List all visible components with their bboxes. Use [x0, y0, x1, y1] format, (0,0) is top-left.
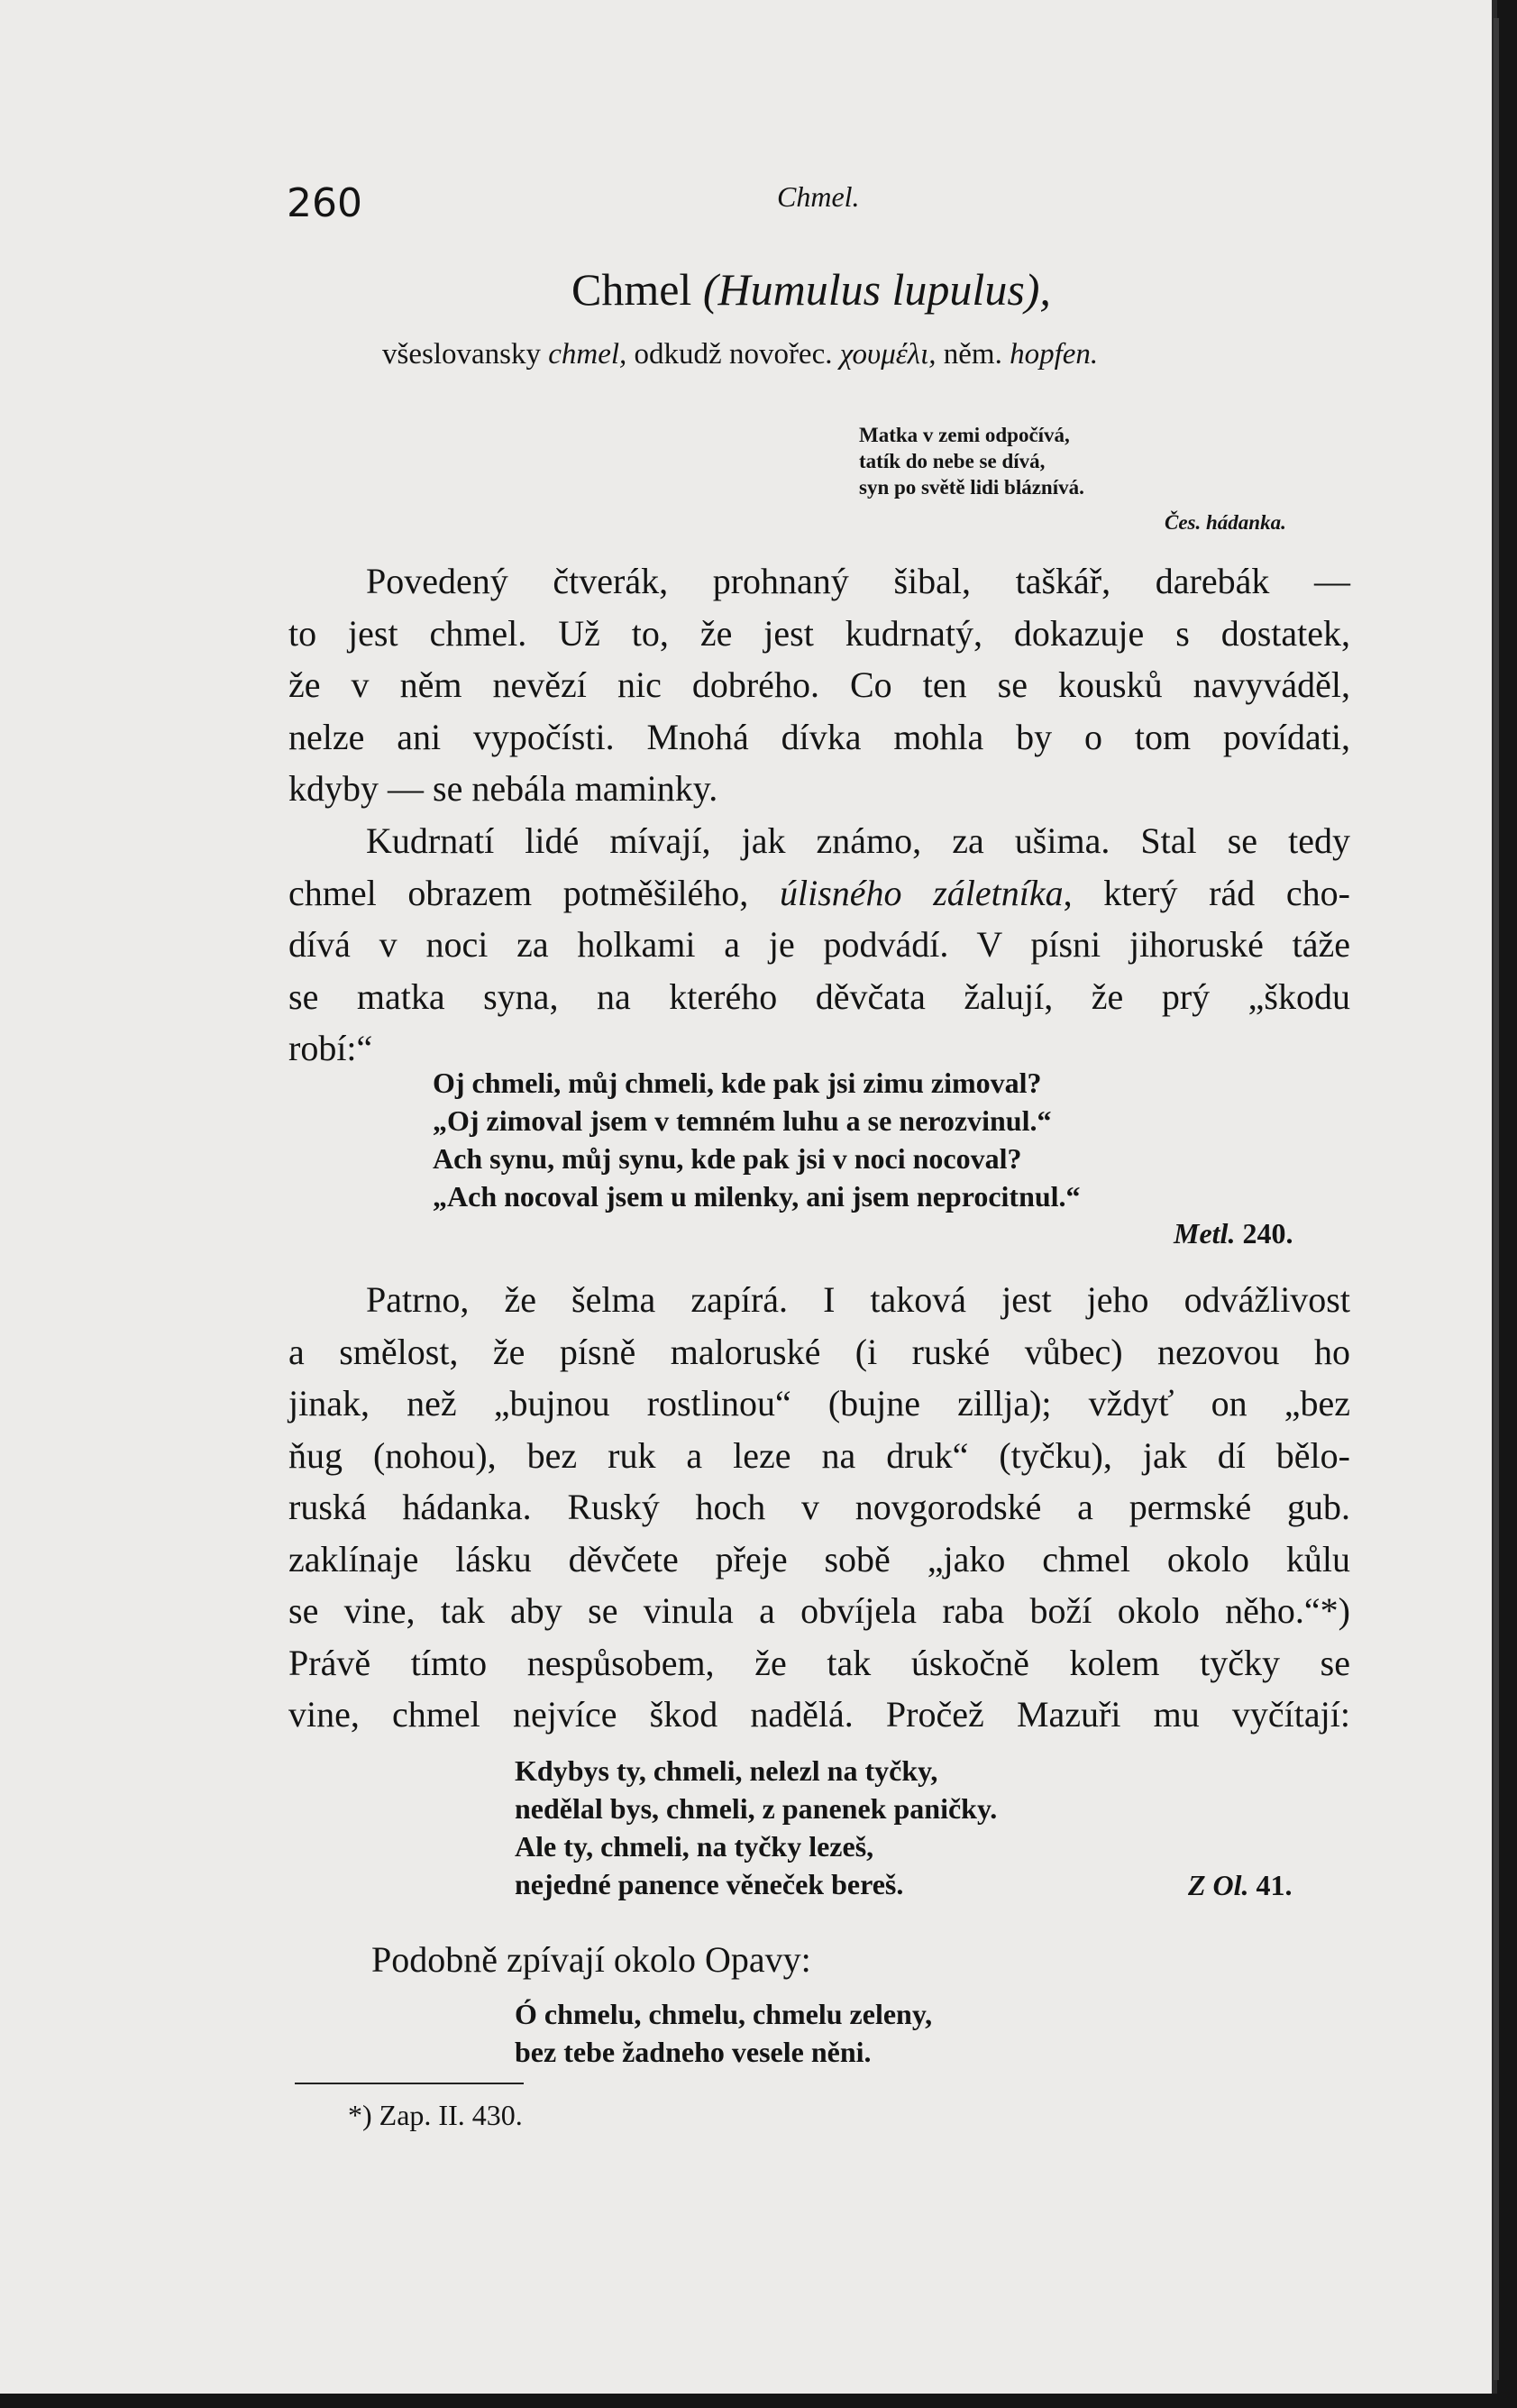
verse-line: Ale ty, chmeli, na tyčky lezeš, — [515, 1830, 874, 1863]
paragraph-2 — [288, 815, 1350, 1075]
title-latin: (Humulus lupulus), — [702, 264, 1051, 315]
text-fragment: chmel obrazem potměšilého, — [288, 872, 780, 913]
footnote: *) Zap. II. 430. — [348, 2099, 523, 2131]
page-title — [571, 263, 1051, 316]
verse-line: nedělal bys, chmeli, z panenek paničky. — [515, 1792, 998, 1825]
text-line: vine, chmel nejvíce škod nadělá. Pročež Mazuři mu vyčítají: — [288, 1694, 1350, 1735]
page-edge — [1494, 18, 1499, 2380]
text-line: kdyby — se nebála maminky. — [288, 768, 718, 809]
verse-line: nejedné panence věneček bereš. — [515, 1868, 904, 1900]
text-line: Kudrnatí lidé mívají, jak známo, za ušima. Stal se tedy — [366, 820, 1350, 861]
riddle-line: Matka v zemi odpočívá, — [859, 424, 1070, 446]
subtitle-word-greek: χουμέλι, — [839, 338, 937, 371]
text-line: robí:“ — [288, 1028, 373, 1068]
text-fragment: , který rád cho- — [1063, 872, 1350, 913]
verse-jihoruska — [433, 1064, 1081, 1215]
subtitle-word-chmel: chmel, — [548, 338, 627, 371]
paragraph-1 — [288, 555, 1350, 815]
subtitle-pre: všeslovansky — [382, 338, 549, 371]
text-line: se vine, tak aby se vinula a obvíjela raba boží okolo něho.“*) — [288, 1590, 1350, 1631]
verse-line: bez tebe žadneho vesele něni. — [515, 2036, 872, 2068]
text-line: a smělost, že písně maloruské (i ruské vůbec) nezovou ho — [288, 1331, 1350, 1372]
emphasis: úlisného záletníka — [779, 872, 1064, 913]
source-name: Metl. — [1174, 1217, 1236, 1250]
verse-source — [1174, 1217, 1293, 1250]
verse-line: Ó chmelu, chmelu, chmelu zeleny, — [515, 1998, 933, 2030]
text-line: zaklínaje lásku děvčete přeje sobě „jako chmel okolo kůlu — [288, 1538, 1350, 1579]
subtitle-mid: odkudž novořec. — [626, 338, 840, 371]
verse-line: „Ach nocoval jsem u milenky, ani jsem neprocitnul.“ — [433, 1180, 1081, 1213]
verse-opavska — [515, 1995, 932, 2071]
text-line: že v něm nevězí nic dobrého. Co ten se kousků navyváděl, — [288, 664, 1350, 705]
riddle-epigraph — [859, 422, 1084, 500]
text-line: Povedený čtverák, prohnaný šibal, taškář, darebák — — [366, 561, 1350, 601]
riddle-source: Čes. hádanka. — [1165, 511, 1286, 534]
page-number: 260 — [287, 180, 362, 226]
text-line: jinak, než „bujnou rostlinou“ (bujne zillja); vždyť on „bez — [288, 1383, 1350, 1424]
riddle-line: syn po světě lidi bláznívá. — [859, 476, 1084, 499]
paragraph-4: Podobně zpívají okolo Opavy: — [371, 1939, 811, 1980]
text-line: Právě tímto nespůsobem, že tak úskočně kolem tyčky se — [288, 1642, 1350, 1683]
verse-line: Ach synu, můj synu, kde pak jsi v noci nocoval? — [433, 1142, 1022, 1175]
title-name: Chmel — [571, 264, 692, 315]
paragraph-3 — [288, 1274, 1350, 1741]
text-line: ruská hádanka. Ruský hoch v novgorodské a permské gub. — [288, 1487, 1350, 1527]
source-number: 240. — [1235, 1217, 1293, 1250]
verse-line: „Oj zimoval jsem v temném luhu a se nerozvinul.“ — [433, 1104, 1052, 1137]
text-line — [288, 867, 1350, 920]
verse-source — [1188, 1869, 1293, 1902]
text-line: dívá v noci za holkami a je podvádí. V písni jihoruské táže — [288, 924, 1350, 965]
subtitle — [382, 338, 1098, 371]
verse-mazurska — [515, 1752, 997, 1903]
text-line: Patrno, že šelma zapírá. I taková jest jeho odvážlivost — [366, 1279, 1350, 1320]
text-line: nelze ani vypočísti. Mnohá dívka mohla by o tom povídati, — [288, 716, 1350, 757]
text-line: ňug (nohou), bez ruk a leze na druk“ (tyčku), jak dí bělo- — [288, 1434, 1350, 1476]
footnote-rule — [295, 2083, 524, 2084]
verse-line: Kdybys ty, chmeli, nelezl na tyčky, — [515, 1754, 938, 1787]
subtitle-word-hopfen: hopfen. — [1010, 338, 1099, 371]
verse-line: Oj chmeli, můj chmeli, kde pak jsi zimu zimoval? — [433, 1067, 1042, 1099]
text-line: se matka syna, na kterého děvčata žalují, že prý „škodu — [288, 975, 1350, 1017]
text-line: to jest chmel. Už to, že jest kudrnatý, dokazuje s dostatek, — [288, 612, 1350, 654]
running-title: Chmel. — [777, 180, 860, 213]
source-number: 41. — [1248, 1869, 1293, 1901]
source-name: Z Ol. — [1188, 1869, 1249, 1901]
riddle-line: tatík do nebe se dívá, — [859, 450, 1046, 472]
subtitle-mid2: něm. — [936, 338, 1010, 371]
